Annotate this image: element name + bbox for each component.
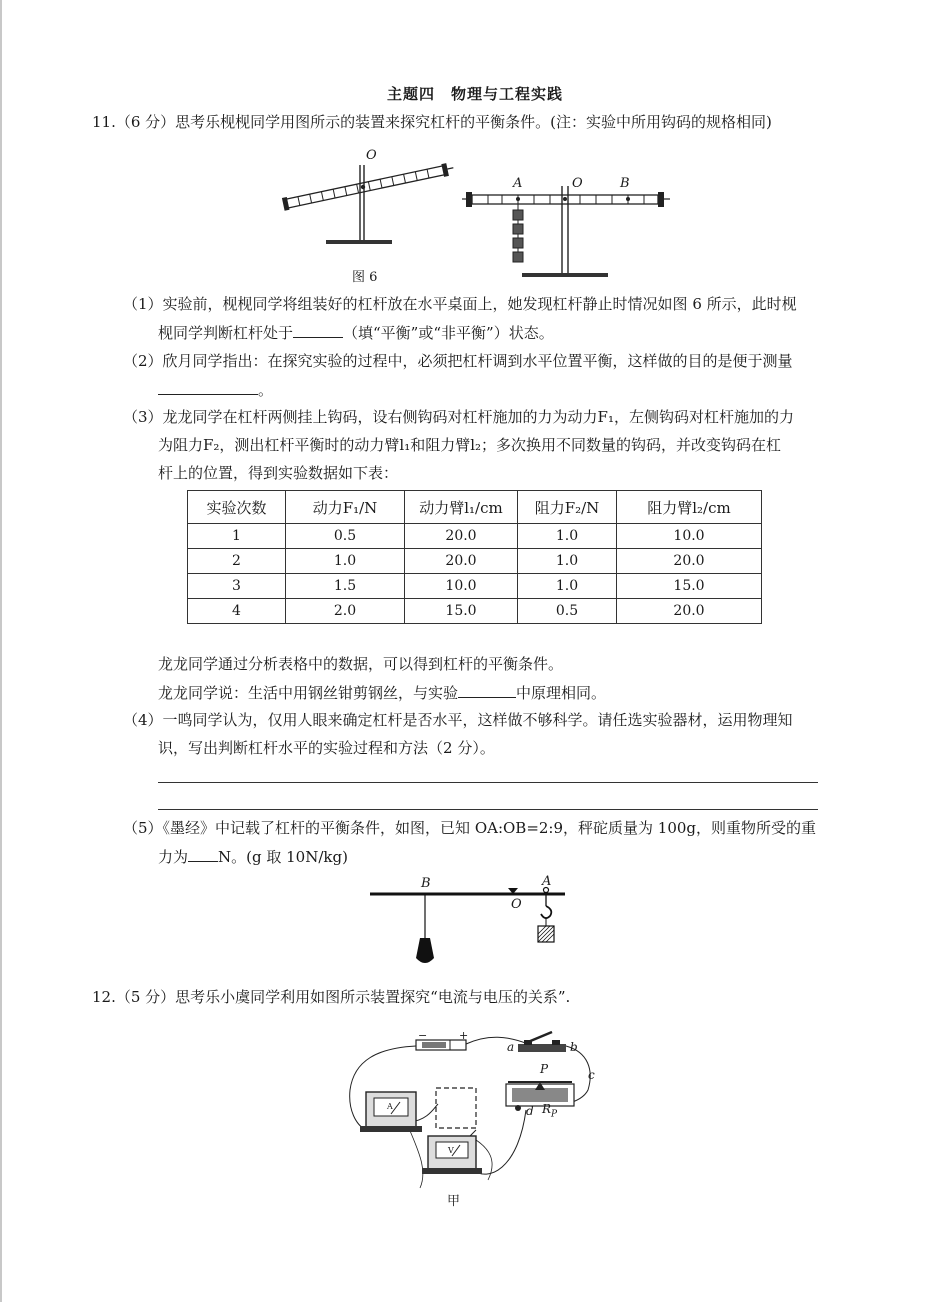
experiment-data-table	[187, 490, 762, 624]
answer-blank-1[interactable]	[293, 322, 343, 338]
fig6-label-o: O	[366, 148, 377, 163]
table-cell: 20.0	[405, 549, 518, 574]
answer-blank-2[interactable]	[158, 379, 258, 395]
table-cell: 3	[188, 574, 286, 599]
table-cell: 15.0	[405, 599, 518, 624]
ammeter-symbol: A	[387, 1102, 393, 1111]
steelyard-label-o: O	[511, 897, 522, 912]
table-cell: 4	[188, 599, 286, 624]
rheostat-label-r: R	[542, 1102, 552, 1116]
q11-part1-text-b: （填“平衡”或“非平衡”）状态。	[343, 324, 554, 342]
table-cell: 1.5	[286, 574, 405, 599]
table-cell: 20.0	[617, 599, 762, 624]
figure-steelyard	[370, 880, 570, 970]
fig6-label-o2: O	[572, 176, 583, 191]
table-cell: 10.0	[405, 574, 518, 599]
table-header-cell: 实验次数	[188, 491, 286, 524]
circuit-label-p: P	[540, 1062, 549, 1076]
q11-pliers-text-a: 龙龙同学说：生活中用钢丝钳剪钢丝，与实验	[158, 684, 459, 702]
table-cell: 1.0	[518, 549, 617, 574]
circuit-label-a: a	[507, 1040, 515, 1054]
table-cell: 2.0	[286, 599, 405, 624]
voltmeter-symbol: V	[448, 1146, 454, 1155]
table-cell: 0.5	[286, 524, 405, 549]
q11-pliers-line	[158, 682, 606, 703]
q11-part2-line1: （2）欣月同学指出：在探究实验的过程中，必须把杠杆调到水平位置平衡，这样做的目的是便于测量	[123, 352, 793, 370]
table-cell: 20.0	[617, 549, 762, 574]
figure-balanced-lever	[462, 182, 672, 282]
q11-part1-line1: （1）实验前，枧枧同学将组装好的杠杆放在水平桌面上，她发现杠杆静止时情况如图 6 所示，此时枧	[123, 295, 797, 313]
table-cell: 0.5	[518, 599, 617, 624]
answer-line-1[interactable]	[158, 782, 818, 783]
table-header-row	[188, 491, 762, 524]
fig6-label-a: A	[513, 176, 523, 191]
table-cell: 10.0	[617, 524, 762, 549]
table-header-cell: 动力臂l₁/cm	[405, 491, 518, 524]
table-cell: 15.0	[617, 574, 762, 599]
table-header-cell: 阻力F₂/N	[518, 491, 617, 524]
q11-part5-line2	[158, 846, 348, 867]
steelyard-label-b: B	[421, 876, 431, 891]
q11-part5-text-b: N。(g 取 10N/kg)	[218, 848, 348, 866]
page-edge	[0, 0, 2, 1302]
rheostat-label-sub: P	[551, 1109, 558, 1120]
table-cell: 1	[188, 524, 286, 549]
battery-minus-label: −	[418, 1029, 428, 1042]
table-row	[188, 549, 762, 574]
q11-part1-text-a: 枧同学判断杠杆处于	[158, 324, 294, 342]
q11-stem: 11.（6 分）思考乐枧枧同学用图所示的装置来探究杠杆的平衡条件。(注：实验中所用钩码的规格相同)	[92, 113, 772, 131]
section-title: 主题四 物理与工程实践	[386, 85, 563, 103]
q11-part4-line1: （4）一鸣同学认为，仅用人眼来确定杠杆是否水平，这样做不够科学。请任选实验器材，运用物理知	[123, 711, 793, 729]
q11-pliers-text-b: 中原理相同。	[516, 684, 607, 702]
q12-stem: 12.（5 分）思考乐小虞同学利用如图所示装置探究“电流与电压的关系”.	[92, 988, 571, 1006]
q11-part3-line1: （3）龙龙同学在杠杆两侧挂上钩码，设右侧钩码对杠杆施加的力为动力F₁，左侧钩码对杠杆施加的力	[123, 408, 794, 426]
fig6-caption: 图 6	[352, 270, 378, 285]
steelyard-label-a: A	[542, 874, 552, 889]
table-cell: 1.0	[518, 524, 617, 549]
table-cell: 20.0	[405, 524, 518, 549]
q11-part5-text-a: 力为	[158, 848, 189, 866]
answer-blank-3[interactable]	[458, 682, 516, 698]
table-cell: 1.0	[286, 549, 405, 574]
battery-plus-label: +	[459, 1029, 469, 1042]
table-row	[188, 524, 762, 549]
answer-blank-4[interactable]	[188, 846, 218, 862]
q11-part2-end: 。	[258, 381, 274, 399]
circuit-label-c: c	[588, 1068, 595, 1082]
q11-part2-line2	[158, 379, 273, 400]
q11-part3-line2: 为阻力F₂，测出杠杆平衡时的动力臂l₁和阻力臂l₂；多次换用不同数量的钩码，并改变钩码在杠	[158, 436, 782, 454]
circuit-label-d: d	[526, 1104, 534, 1118]
table-cell: 2	[188, 549, 286, 574]
circuit-label-rp	[542, 1102, 557, 1119]
table-row	[188, 574, 762, 599]
q11-part3-line3: 杆上的位置，得到实验数据如下表：	[158, 464, 399, 482]
q11-part5-line1: （5）《墨经》中记载了杠杆的平衡条件，如图，已知 OA:OB=2:9，秤砣质量为 100g，则重物所受的重	[123, 819, 817, 837]
q11-part4-line2: 识，写出判断杠杆水平的实验过程和方法（2 分）。	[158, 739, 495, 757]
table-header-cell: 阻力臂l₂/cm	[617, 491, 762, 524]
answer-line-2[interactable]	[158, 809, 818, 810]
table-cell: 1.0	[518, 574, 617, 599]
circuit-fig-caption: 甲	[447, 1194, 461, 1209]
q11-part1-line2	[158, 322, 554, 343]
table-header-cell: 动力F₁/N	[286, 491, 405, 524]
fig6-label-b: B	[620, 176, 630, 191]
table-row	[188, 599, 762, 624]
circuit-label-b: b	[570, 1040, 578, 1054]
q11-conclusion-line: 龙龙同学通过分析表格中的数据，可以得到杠杆的平衡条件。	[158, 655, 564, 673]
